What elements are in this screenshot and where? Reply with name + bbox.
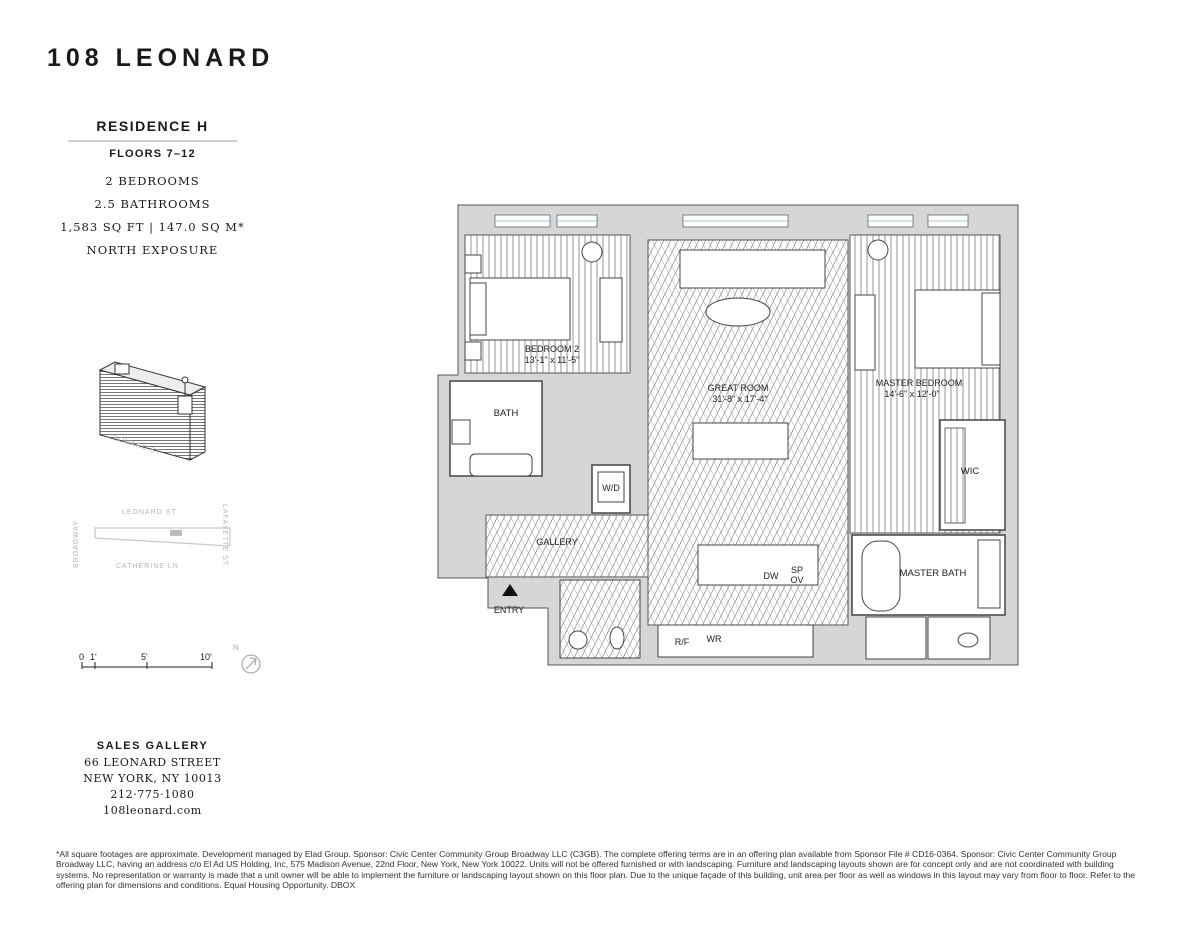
label-wd: W/D [602,483,620,493]
label-rf: R/F [674,637,690,647]
label-bath: BATH [493,408,519,419]
legal-disclaimer: *All square footages are approximate. Development managed by Elad Group. Sponsor: Civic Center Community Group Broadway LLC (C3GB). The complete offering terms are in an offering plan available from Sponsor File # CD16-0364. Sponsor: Civic Center Community Group Broadway LLC, having an address c/o El Ad US Holding, Inc, 575 Madison Avenue, 22nd Floor, New York, New York 10022. Units will not be offered furnished or with landscaping. Furniture and landscaping layouts shown are for concept only and are not coordinated with building systems. No representation or warranty is made that a unit owner will be able to implement the furniture or landscaping layout shown on this floor plan. Due to the unique façade of this building, unit area per floor as well as windows in this layout may vary from floor to floor. Refer to the offering plan for dimensions and conditions. Equal Housing Opportunity. DBOX [56,849,1136,890]
scale-tick-0: 0 [79,652,85,662]
dims-bedroom-2: 13'-1" x 11'-5" [524,355,580,365]
bathrooms-count: 2.5 BATHROOMS [94,197,211,211]
residence-info-panel [60,118,245,266]
floors-label: FLOORS 7–12 [109,148,196,160]
scale-tick-1: 1' [90,652,97,662]
building-axon-diagram [80,350,280,480]
brand-title: 108 LEONARD [47,44,275,72]
north-windows [495,215,968,227]
scale-tick-5: 5' [141,652,148,662]
north-label: N [233,643,239,652]
label-dw: DW [763,571,779,581]
sales-phone: 212·775·1080 [110,788,195,801]
residence-title: RESIDENCE H [96,118,209,134]
label-wr: WR [706,634,722,644]
label-gallery: GALLERY [536,537,578,547]
area-size: 1,583 SQ FT | 147.0 SQ M* [60,220,245,234]
label-entry: ENTRY [493,605,525,615]
label-master-bedroom: MASTER BEDROOM [875,378,963,388]
dims-great-room: 31'-8" x 17'-4" [712,394,768,404]
label-master-bath: MASTER BATH [899,568,967,579]
sales-title: SALES GALLERY [96,740,209,752]
north-arrow-icon [242,655,260,673]
label-great-room: GREAT ROOM [707,383,769,393]
label-sp: SP [790,565,804,575]
location-map [70,498,245,578]
bedrooms-count: 2 BEDROOMS [105,174,200,188]
sales-address-line1: 66 LEONARD STREET [84,756,221,769]
street-leonard: LEONARD ST [122,509,177,516]
scale-tick-10: 10' [200,652,212,662]
title-divider [68,140,237,142]
label-bedroom-2: BEDROOM 2 [524,344,580,354]
exposure-label: NORTH EXPOSURE [86,243,219,257]
sales-website: 108leonard.com [103,804,202,817]
street-catherine: CATHERINE LN [116,563,179,570]
scale-bar [75,640,275,690]
sales-address-line2: NEW YORK, NY 10013 [83,772,222,785]
label-wic: WIC [960,466,980,477]
sales-gallery-info [60,740,245,820]
building-marker [170,530,182,536]
dims-master-bedroom: 14'-6" x 12'-0" [884,389,940,399]
label-ov: OV [790,575,804,585]
street-lafayette: LAFAYETTE ST [221,504,228,567]
street-broadway: BROADWAY [73,519,80,568]
axon-street-label: LEONARD ST [107,433,162,457]
floor-plan [435,195,1025,670]
